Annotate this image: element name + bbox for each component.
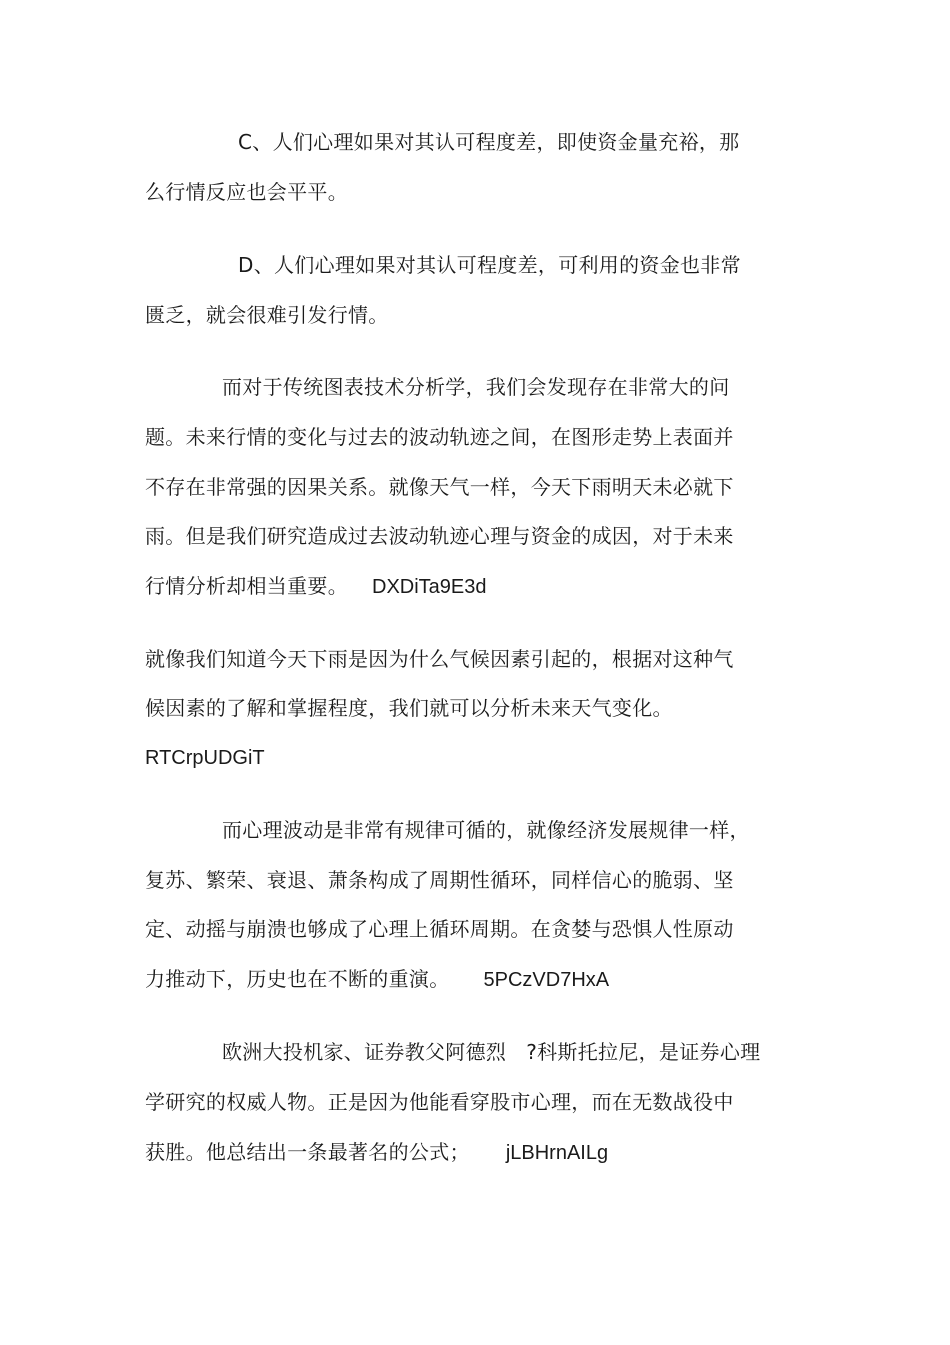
paragraph-5-line-3: 定、动摇与崩溃也够成了心理上循环周期。在贪婪与恐惧人性原动 [145,917,734,941]
paragraph-d-line-1: D、人们心理如果对其认可程度差，可利用的资金也非常 [238,253,741,277]
watermark-code-1: DXDiTa9E3d [372,576,487,598]
paragraph-3-line-1: 而对于传统图表技术分析学，我们会发现存在非常大的问 [222,375,730,399]
paragraph-4-line-1: 就像我们知道今天下雨是因为什么气候因素引起的，根据对这种气 [145,647,734,671]
paragraph-6-line-2: 学研究的权威人物。正是因为他能看穿股市心理，而在无数战役中 [145,1090,734,1114]
paragraph-3-line-2: 题。未来行情的变化与过去的波动轨迹之间，在图形走势上表面并 [145,425,734,449]
paragraph-c-line-2: 么行情反应也会平平。 [145,180,348,204]
paragraph-d-line-2: 匮乏，就会很难引发行情。 [145,303,389,327]
paragraph-6-line-1-part-b: ?科斯托拉尼，是证券心理 [526,1040,761,1064]
paragraph-5-line-4-text: 力推动下，历史也在不断的重演。 [145,967,450,991]
watermark-code-4: jLBHrnAILg [505,1142,609,1164]
paragraph-6-line-3 [145,1138,608,1167]
paragraph-5-line-4 [145,965,609,994]
watermark-code-3: 5PCzVD7HxA [483,969,610,991]
paragraph-3-line-5 [145,572,487,601]
paragraph-6-line-1-part-a: 欧洲大投机家、证券教父阿德烈 [222,1040,507,1064]
paragraph-5-line-1: 而心理波动是非常有规律可循的，就像经济发展规律一样， [222,818,750,842]
paragraph-6-line-1 [222,1038,760,1066]
paragraph-5-line-2: 复苏、繁荣、衰退、萧条构成了周期性循环，同样信心的脆弱、坚 [145,868,734,892]
watermark-code-2: RTCrpUDGiT [145,747,265,769]
paragraph-3-line-5-text: 行情分析却相当重要。 [145,574,348,598]
paragraph-c-line-1: C、人们心理如果对其认可程度差，即使资金量充裕，那 [238,130,740,154]
paragraph-4-line-2: 候因素的了解和掌握程度，我们就可以分析未来天气变化。 [145,696,673,720]
paragraph-3-line-3: 不存在非常强的因果关系。就像天气一样，今天下雨明天未必就下 [145,475,734,499]
paragraph-6-line-3-text: 获胜。他总结出一条最著名的公式； [145,1140,470,1164]
paragraph-3-line-4: 雨。但是我们研究造成过去波动轨迹心理与资金的成因，对于未来 [145,524,734,548]
